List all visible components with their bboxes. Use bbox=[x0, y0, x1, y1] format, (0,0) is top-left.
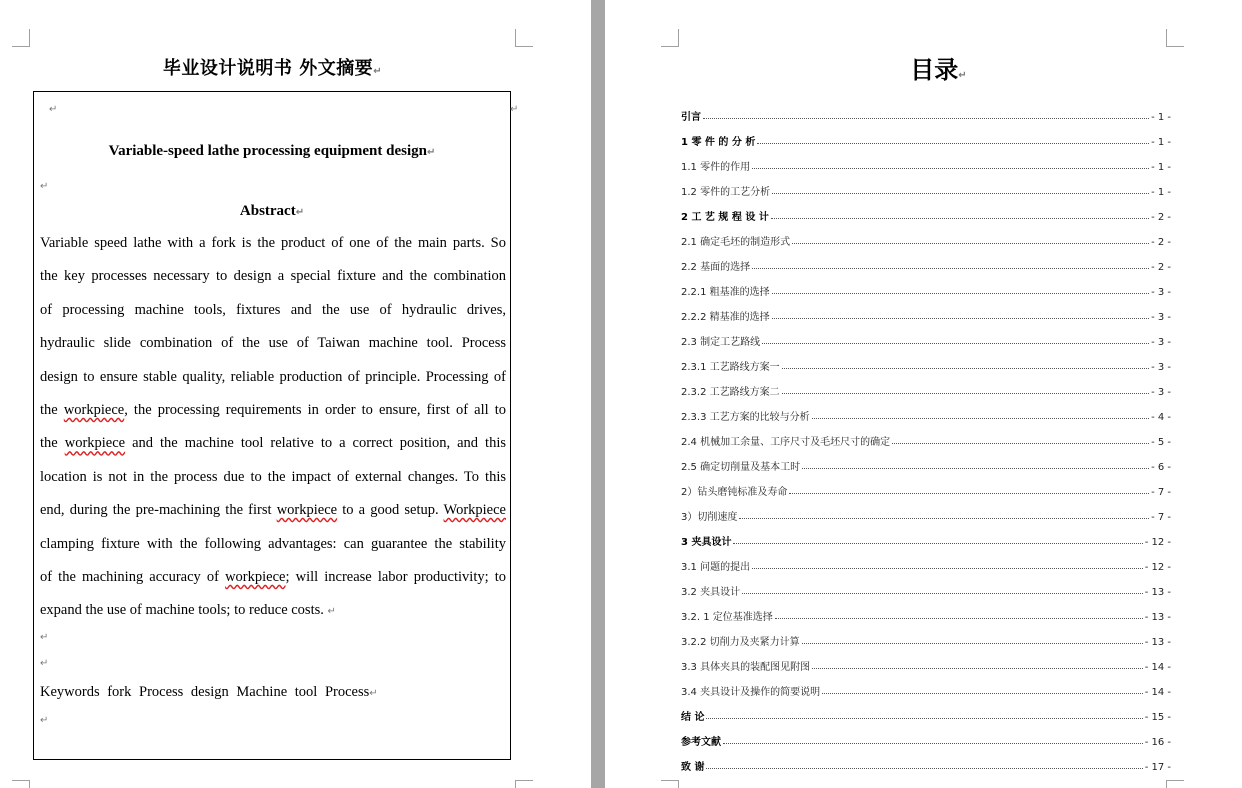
toc-entry[interactable] bbox=[681, 399, 1171, 424]
toc-entry[interactable] bbox=[681, 649, 1171, 674]
paragraph-mark: ↵ bbox=[369, 688, 378, 699]
toc-entry-title: 1.2 零件的工艺分析 bbox=[681, 187, 771, 198]
abstract-line: of the machining accuracy of workpiece; will increase labor productivity; to bbox=[40, 568, 507, 585]
abstract-line: hydraulic slide combination of the use of Taiwan machine tool. Process bbox=[40, 335, 506, 352]
toc-entry-page: - 15 - bbox=[1144, 712, 1171, 723]
toc-entry-page: - 3 - bbox=[1151, 337, 1171, 348]
toc-entry-page: - 2 - bbox=[1151, 262, 1171, 273]
toc-leader-dots bbox=[742, 593, 1143, 594]
abstract-page bbox=[0, 0, 591, 788]
toc-entry[interactable] bbox=[681, 699, 1171, 724]
toc-entry-title: 2.3 制定工艺路线 bbox=[681, 337, 761, 348]
toc-leader-dots bbox=[812, 668, 1143, 669]
toc-leader-dots bbox=[706, 718, 1142, 719]
toc-title bbox=[605, 50, 1242, 85]
paragraph-mark: ↵ bbox=[40, 658, 49, 669]
abstract-line: the workpiece and the machine tool relative to a correct position, and this bbox=[40, 435, 506, 452]
toc-entry-title: 3.2 夹具设计 bbox=[681, 587, 741, 598]
toc-entry[interactable] bbox=[681, 474, 1171, 499]
paragraph-mark: ↵ bbox=[40, 181, 49, 192]
toc-leader-dots bbox=[733, 543, 1142, 544]
toc-entry-title: 2.2 基面的选择 bbox=[681, 262, 751, 273]
toc-leader-dots bbox=[723, 743, 1143, 744]
toc-entry-page: - 4 - bbox=[1151, 412, 1171, 423]
toc-entry-page: - 13 - bbox=[1144, 612, 1171, 623]
toc-leader-dots bbox=[703, 118, 1149, 119]
toc-list bbox=[681, 99, 1171, 774]
abstract-heading bbox=[34, 203, 510, 220]
toc-entry-page: - 1 - bbox=[1151, 162, 1171, 173]
abstract-line: design to ensure stable quality, reliable production of principle. Processing of bbox=[40, 368, 506, 385]
toc-entry-title: 2.4 机械加工余量、工序尺寸及毛坯尺寸的确定 bbox=[681, 437, 891, 448]
toc-entry[interactable] bbox=[681, 299, 1171, 324]
toc-entry[interactable] bbox=[681, 449, 1171, 474]
toc-entry[interactable] bbox=[681, 149, 1171, 174]
abstract-line: end, during the pre-machining the first workpiece to a good setup. Workpiece bbox=[40, 502, 506, 519]
toc-entry[interactable] bbox=[681, 99, 1171, 124]
toc-entry-title: 参考文献 bbox=[681, 737, 721, 748]
toc-leader-dots bbox=[775, 618, 1143, 619]
toc-entry-title: 2.2.1 粗基准的选择 bbox=[681, 287, 770, 298]
toc-entry-title: 1 零 件 的 分 析 bbox=[681, 137, 756, 148]
abstract-heading-text: Abstract bbox=[239, 203, 296, 219]
toc-entry-page: - 2 - bbox=[1151, 212, 1171, 223]
keywords-line bbox=[40, 684, 378, 701]
toc-entry[interactable] bbox=[681, 674, 1171, 699]
toc-entry-page: - 2 - bbox=[1151, 237, 1171, 248]
paragraph-mark: ↵ bbox=[40, 715, 49, 726]
toc-entry[interactable] bbox=[681, 624, 1171, 649]
toc-leader-dots bbox=[771, 218, 1149, 219]
toc-leader-dots bbox=[739, 518, 1149, 519]
abstract-line: location is not in the process due to the impact of external changes. To this bbox=[40, 468, 506, 485]
toc-leader-dots bbox=[782, 368, 1149, 369]
toc-entry-title: 3 夹具设计 bbox=[681, 537, 732, 548]
toc-page bbox=[605, 0, 1242, 788]
toc-entry-page: - 3 - bbox=[1151, 312, 1171, 323]
toc-entry[interactable] bbox=[681, 324, 1171, 349]
toc-leader-dots bbox=[789, 493, 1149, 494]
abstract-line: the key processes necessary to design a special fixture and the combination bbox=[40, 268, 506, 285]
toc-entry-title: 2.2.2 精基准的选择 bbox=[681, 312, 770, 323]
paragraph-mark: ↵ bbox=[958, 70, 967, 81]
toc-entry[interactable] bbox=[681, 424, 1171, 449]
toc-entry[interactable] bbox=[681, 224, 1171, 249]
toc-entry-page: - 13 - bbox=[1144, 637, 1171, 648]
toc-leader-dots bbox=[757, 143, 1149, 144]
toc-title-text: 目录 bbox=[910, 56, 959, 84]
page-title-text: 毕业设计说明书 外文摘要 bbox=[162, 58, 374, 79]
toc-entry-title: 2.3.1 工艺路线方案一 bbox=[681, 362, 780, 373]
toc-entry-page: - 14 - bbox=[1144, 687, 1171, 698]
keywords-text: Keywords fork Process design Machine tool Process bbox=[40, 684, 370, 700]
toc-entry-page: - 1 - bbox=[1151, 187, 1171, 198]
paragraph-mark: ↵ bbox=[327, 606, 336, 618]
toc-entry-title: 3.2. 1 定位基准选择 bbox=[681, 612, 773, 623]
toc-entry-title: 3.3 具体夹具的装配图见附图 bbox=[681, 662, 811, 673]
toc-entry[interactable] bbox=[681, 274, 1171, 299]
toc-entry-page: - 3 - bbox=[1151, 387, 1171, 398]
toc-entry-page: - 1 - bbox=[1151, 137, 1171, 148]
toc-entry-title: 3.1 问题的提出 bbox=[681, 562, 751, 573]
paragraph-mark: ↵ bbox=[49, 104, 58, 115]
toc-entry[interactable] bbox=[681, 499, 1171, 524]
toc-entry-title: 2.3.2 工艺路线方案二 bbox=[681, 387, 780, 398]
toc-entry-page: - 14 - bbox=[1144, 662, 1171, 673]
toc-entry[interactable] bbox=[681, 749, 1171, 774]
toc-leader-dots bbox=[752, 568, 1143, 569]
toc-entry-page: - 7 - bbox=[1151, 487, 1171, 498]
toc-entry-title: 3）切削速度 bbox=[681, 512, 738, 523]
toc-leader-dots bbox=[822, 693, 1143, 694]
toc-entry-title: 2.1 确定毛坯的制造形式 bbox=[681, 237, 791, 248]
abstract-line: Variable speed lathe with a fork is the product of one of the main parts. So bbox=[40, 235, 506, 251]
abstract-frame[interactable] bbox=[33, 91, 519, 760]
english-title-text: Variable-speed lathe processing equipment design bbox=[108, 143, 427, 159]
crop-mark bbox=[661, 29, 679, 47]
crop-mark bbox=[515, 780, 533, 788]
crop-mark bbox=[1166, 29, 1184, 47]
toc-leader-dots bbox=[752, 268, 1149, 269]
paragraph-mark: ↵ bbox=[373, 66, 383, 77]
abstract-line-last bbox=[40, 594, 506, 627]
english-title bbox=[34, 143, 510, 160]
toc-entry-title: 结 论 bbox=[681, 712, 705, 723]
toc-entry[interactable] bbox=[681, 599, 1171, 624]
abstract-line-text: expand the use of machine tools; to reduce costs. bbox=[40, 602, 328, 619]
toc-entry-title: 2.5 确定切削量及基本工时 bbox=[681, 462, 801, 473]
toc-leader-dots bbox=[772, 193, 1149, 194]
toc-entry-page: - 13 - bbox=[1144, 587, 1171, 598]
page-title bbox=[0, 54, 545, 80]
abstract-body bbox=[40, 227, 506, 628]
toc-entry-title: 引言 bbox=[681, 112, 701, 123]
toc-entry-page: - 3 - bbox=[1151, 287, 1171, 298]
toc-leader-dots bbox=[762, 343, 1149, 344]
toc-entry[interactable] bbox=[681, 349, 1171, 374]
toc-entry[interactable] bbox=[681, 249, 1171, 274]
page-gap bbox=[591, 0, 605, 788]
toc-entry-page: - 12 - bbox=[1144, 562, 1171, 573]
toc-leader-dots bbox=[752, 168, 1149, 169]
paragraph-mark: ↵ bbox=[295, 207, 305, 218]
toc-leader-dots bbox=[802, 643, 1143, 644]
toc-entry[interactable] bbox=[681, 574, 1171, 599]
paragraph-mark: ↵ bbox=[426, 147, 436, 158]
toc-entry[interactable] bbox=[681, 199, 1171, 224]
toc-entry-page: - 6 - bbox=[1151, 462, 1171, 473]
toc-entry-title: 3.4 夹具设计及操作的简要说明 bbox=[681, 687, 821, 698]
toc-leader-dots bbox=[892, 443, 1149, 444]
toc-leader-dots bbox=[706, 768, 1142, 769]
toc-entry-title: 致 谢 bbox=[681, 762, 705, 773]
toc-leader-dots bbox=[802, 468, 1149, 469]
crop-mark bbox=[515, 29, 533, 47]
toc-entry-title: 2 工 艺 规 程 设 计 bbox=[681, 212, 769, 223]
toc-entry-page: - 5 - bbox=[1151, 437, 1171, 448]
toc-leader-dots bbox=[812, 418, 1149, 419]
abstract-line: of processing machine tools, fixtures and the use of hydraulic drives, bbox=[40, 301, 506, 318]
paragraph-mark: ↵ bbox=[40, 632, 49, 643]
toc-leader-dots bbox=[782, 393, 1149, 394]
toc-entry-page: - 7 - bbox=[1151, 512, 1171, 523]
toc-entry[interactable] bbox=[681, 549, 1171, 574]
crop-mark bbox=[12, 29, 30, 47]
toc-entry[interactable] bbox=[681, 124, 1171, 149]
toc-entry-page: - 1 - bbox=[1151, 112, 1171, 123]
toc-leader-dots bbox=[772, 318, 1149, 319]
toc-entry[interactable] bbox=[681, 374, 1171, 399]
toc-entry-title: 2.3.3 工艺方案的比较与分析 bbox=[681, 412, 810, 423]
abstract-line: clamping fixture with the following advantages: can guarantee the stability bbox=[40, 535, 506, 552]
toc-entry[interactable] bbox=[681, 174, 1171, 199]
abstract-line: the workpiece, the processing requirements in order to ensure, first of all to bbox=[40, 401, 507, 418]
paragraph-mark: ↵ bbox=[510, 104, 519, 115]
crop-mark bbox=[661, 780, 679, 788]
crop-mark bbox=[12, 780, 30, 788]
toc-leader-dots bbox=[792, 243, 1149, 244]
toc-entry-title: 2）钻头磨钝标准及寿命 bbox=[681, 487, 788, 498]
toc-entry-title: 1.1 零件的作用 bbox=[681, 162, 751, 173]
toc-entry-page: - 3 - bbox=[1151, 362, 1171, 373]
crop-mark bbox=[1166, 780, 1184, 788]
toc-entry-page: - 12 - bbox=[1144, 537, 1171, 548]
toc-entry-title: 3.2.2 切削力及夹紧力计算 bbox=[681, 637, 800, 648]
toc-entry[interactable] bbox=[681, 724, 1171, 749]
toc-entry[interactable] bbox=[681, 524, 1171, 549]
toc-leader-dots bbox=[772, 293, 1149, 294]
toc-entry-page: - 16 - bbox=[1144, 737, 1171, 748]
toc-entry-page: - 17 - bbox=[1144, 762, 1171, 773]
